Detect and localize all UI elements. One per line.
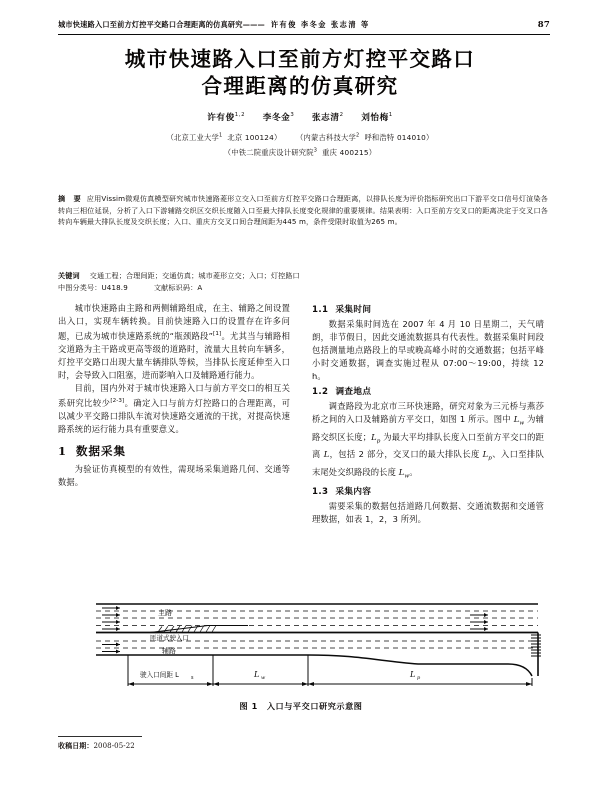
subsection-heading-1-1: 1.1 采集时间: [312, 305, 372, 315]
received-date-label: 收稿日期：: [58, 742, 94, 750]
affiliation-2: （内蒙古科技大学$^2$ 呼和浩特 014010）: [296, 133, 434, 143]
page-title-line-1: 城市快速路入口至前方灯控平交路口: [124, 47, 476, 71]
subsection-heading-1-2: 1.2 调查地点: [312, 386, 372, 397]
author-3: 张志清$^2$: [311, 112, 344, 123]
right-para-2: 调查路段为北京市三环快速路，研究对象为三元桥与燕莎桥之间的入口及辅路前方平交口，如图 1 所示。图中 $L_w$ 为辅路交织区长度；$L_p$ 为最大平均排队长度入口至前方平交口的距离 L，包括 2 部分，交叉口的最大排队长度 $L_p$、入口至排队末尾处交织路段的长度 $L_w$。: [312, 400, 545, 480]
author-4-marks: 1: [388, 112, 393, 119]
author-1: 许有俊$^{1,2}$: [207, 112, 246, 123]
page-number: 87: [537, 20, 550, 30]
affiliation-3: （中铁二院重庆设计研究院$^3$ 重庆 400215）: [223, 147, 377, 158]
figure-1: [58, 598, 544, 712]
affiliation-row-2: [50, 145, 550, 160]
left-para-1: 城市快速路由主路和两侧辅路组成，在主、辅路之间设置出入口，实现车辆转换。目前快速路入口的设置存在许多问题，已成为城市快速路系统的“瓶颈路段”[1]。尤其当与辅路相交道路为主干路或更高等级的道路时，流量大且转向车辆多，灯控平交路口出现大量车辆排队等候，当排队长度延伸至入口时，会导致入口阻塞，进而影响入口及辅路通行能力。: [58, 303, 290, 381]
keywords-row: [58, 270, 548, 282]
affiliation-row-1: [50, 130, 550, 145]
figure-label-segment-1: 驶入口间距 L: [140, 671, 179, 679]
doc-code-label: 文献标识码：: [153, 283, 198, 293]
author-2-marks: 3: [290, 112, 295, 119]
running-head: [58, 20, 550, 30]
doc-code-value: A: [197, 283, 203, 293]
figure-label-segment-3-sub: p: [417, 675, 421, 681]
right-para-3: 需要采集的数据包括道路几何数据、交通流数据和交通管理数据，如表 1，2，3 所列。: [312, 500, 544, 524]
section-heading-1: 1 数据采集: [58, 444, 127, 459]
clc-value: U418.9: [101, 283, 128, 293]
abstract-text: 应用Vissim微观仿真模型研究城市快速路菱形立交入口至前方灯控平交路口合理距离，以排队长度为评价指标研究出口下游平交口信号灯渲染各转向三相位延误，分析了入口下游辅路交织区交织长度随入口至最大排队长度变化规律的重要规律。结果表明：入口至前方交叉口的距离决定于交叉口各转向车辆最大排队长度及交织长度；入口、重庆方交叉口间合理间距为445 m，条件受限时取值为265 m。: [58, 194, 548, 227]
keywords-value: 交通工程；合理间距；交通仿真；城市菱形立交；入口；灯控路口: [89, 271, 300, 280]
clc-label: 中图分类号：: [58, 283, 102, 293]
left-para-3: 为验证仿真模型的有效性，需现场采集道路几何、交通等数据。: [58, 463, 290, 487]
body-columns: [58, 302, 544, 578]
figure-label-ramp: 匝道式驶入口: [150, 634, 189, 642]
running-head-title: 城市快速路入口至前方灯控平交路口合理距离的仿真研究———: [58, 20, 265, 29]
citation-ref-1: [1]: [213, 331, 222, 338]
figure-1-caption-text: 入口与平交口研究示意图: [266, 701, 363, 711]
abstract-label: 摘 要: [58, 194, 84, 203]
keywords-block: [58, 270, 548, 295]
title-block: [50, 46, 550, 160]
author-2: 李冬金$^3$: [262, 112, 295, 123]
author-4: 刘怡梅$^1$: [361, 112, 393, 123]
clc-row: [58, 282, 548, 294]
footer-divider: [58, 736, 142, 737]
header-divider: [58, 34, 550, 35]
figure-1-number: 图 1: [239, 701, 258, 711]
running-head-authors: 许有俊 李冬金 张志清 等: [270, 20, 370, 29]
figure-1-caption: [58, 701, 544, 712]
left-column: [58, 302, 290, 578]
variable-lp: $L_p$: [371, 431, 381, 445]
keywords-label: 关键词: [58, 271, 80, 280]
figure-1-diagram: [58, 598, 544, 696]
variable-l: L: [323, 449, 330, 460]
figure-label-segment-1-sub: s: [191, 676, 194, 681]
page-title-line-2: 合理距离的仿真研究: [201, 74, 399, 98]
figure-label-segment-3: L: [410, 670, 416, 679]
affiliation-list: [50, 130, 550, 160]
figure-label-side-road: 辅路: [162, 647, 176, 655]
citation-ref-2: [2-3]: [110, 398, 125, 405]
author-1-marks: 1,2: [234, 112, 246, 119]
variable-lw: $L_w$: [513, 413, 525, 427]
author-list: [50, 111, 550, 123]
affiliation-1: （北京工业大学$^1$ 北京 100124）: [166, 133, 282, 143]
variable-lp-2: $L_p$: [482, 449, 492, 462]
left-para-2: 目前，国内外对于城市快速路入口与前方平交口的相互关系研究比较少[2-3]。确定入口与前方灯控路口的合理距离，可以减少平交路口排队车流对快速路交通流的干扰，对提高快速路系统的运行能力具有重要意义。: [58, 383, 291, 435]
figure-label-main-road: 主路: [158, 609, 172, 617]
figure-label-segment-2-sub: w: [261, 675, 266, 681]
subsection-heading-1-3: 1.3 采集内容: [312, 486, 372, 497]
author-3-marks: 2: [339, 112, 344, 119]
right-column: [312, 302, 544, 578]
abstract-block: [58, 193, 548, 228]
right-para-1: 数据采集时间选在 2007 年 4 月 10 日星期二，天气晴朗，非节假日，因此交通流数据具有代表性。数据采集时间段包括测量地点路段上的早或晚高峰小时的交通数据；包括平峰小时交通数据，调查实施过程从 07:00～19:00，持续 12 h。: [312, 319, 544, 382]
variable-lw-2: $L_w$: [398, 467, 410, 480]
received-date-value: 2008-05-22: [93, 742, 135, 750]
footer-received-date: [58, 741, 135, 751]
figure-label-segment-2: L: [254, 670, 260, 679]
